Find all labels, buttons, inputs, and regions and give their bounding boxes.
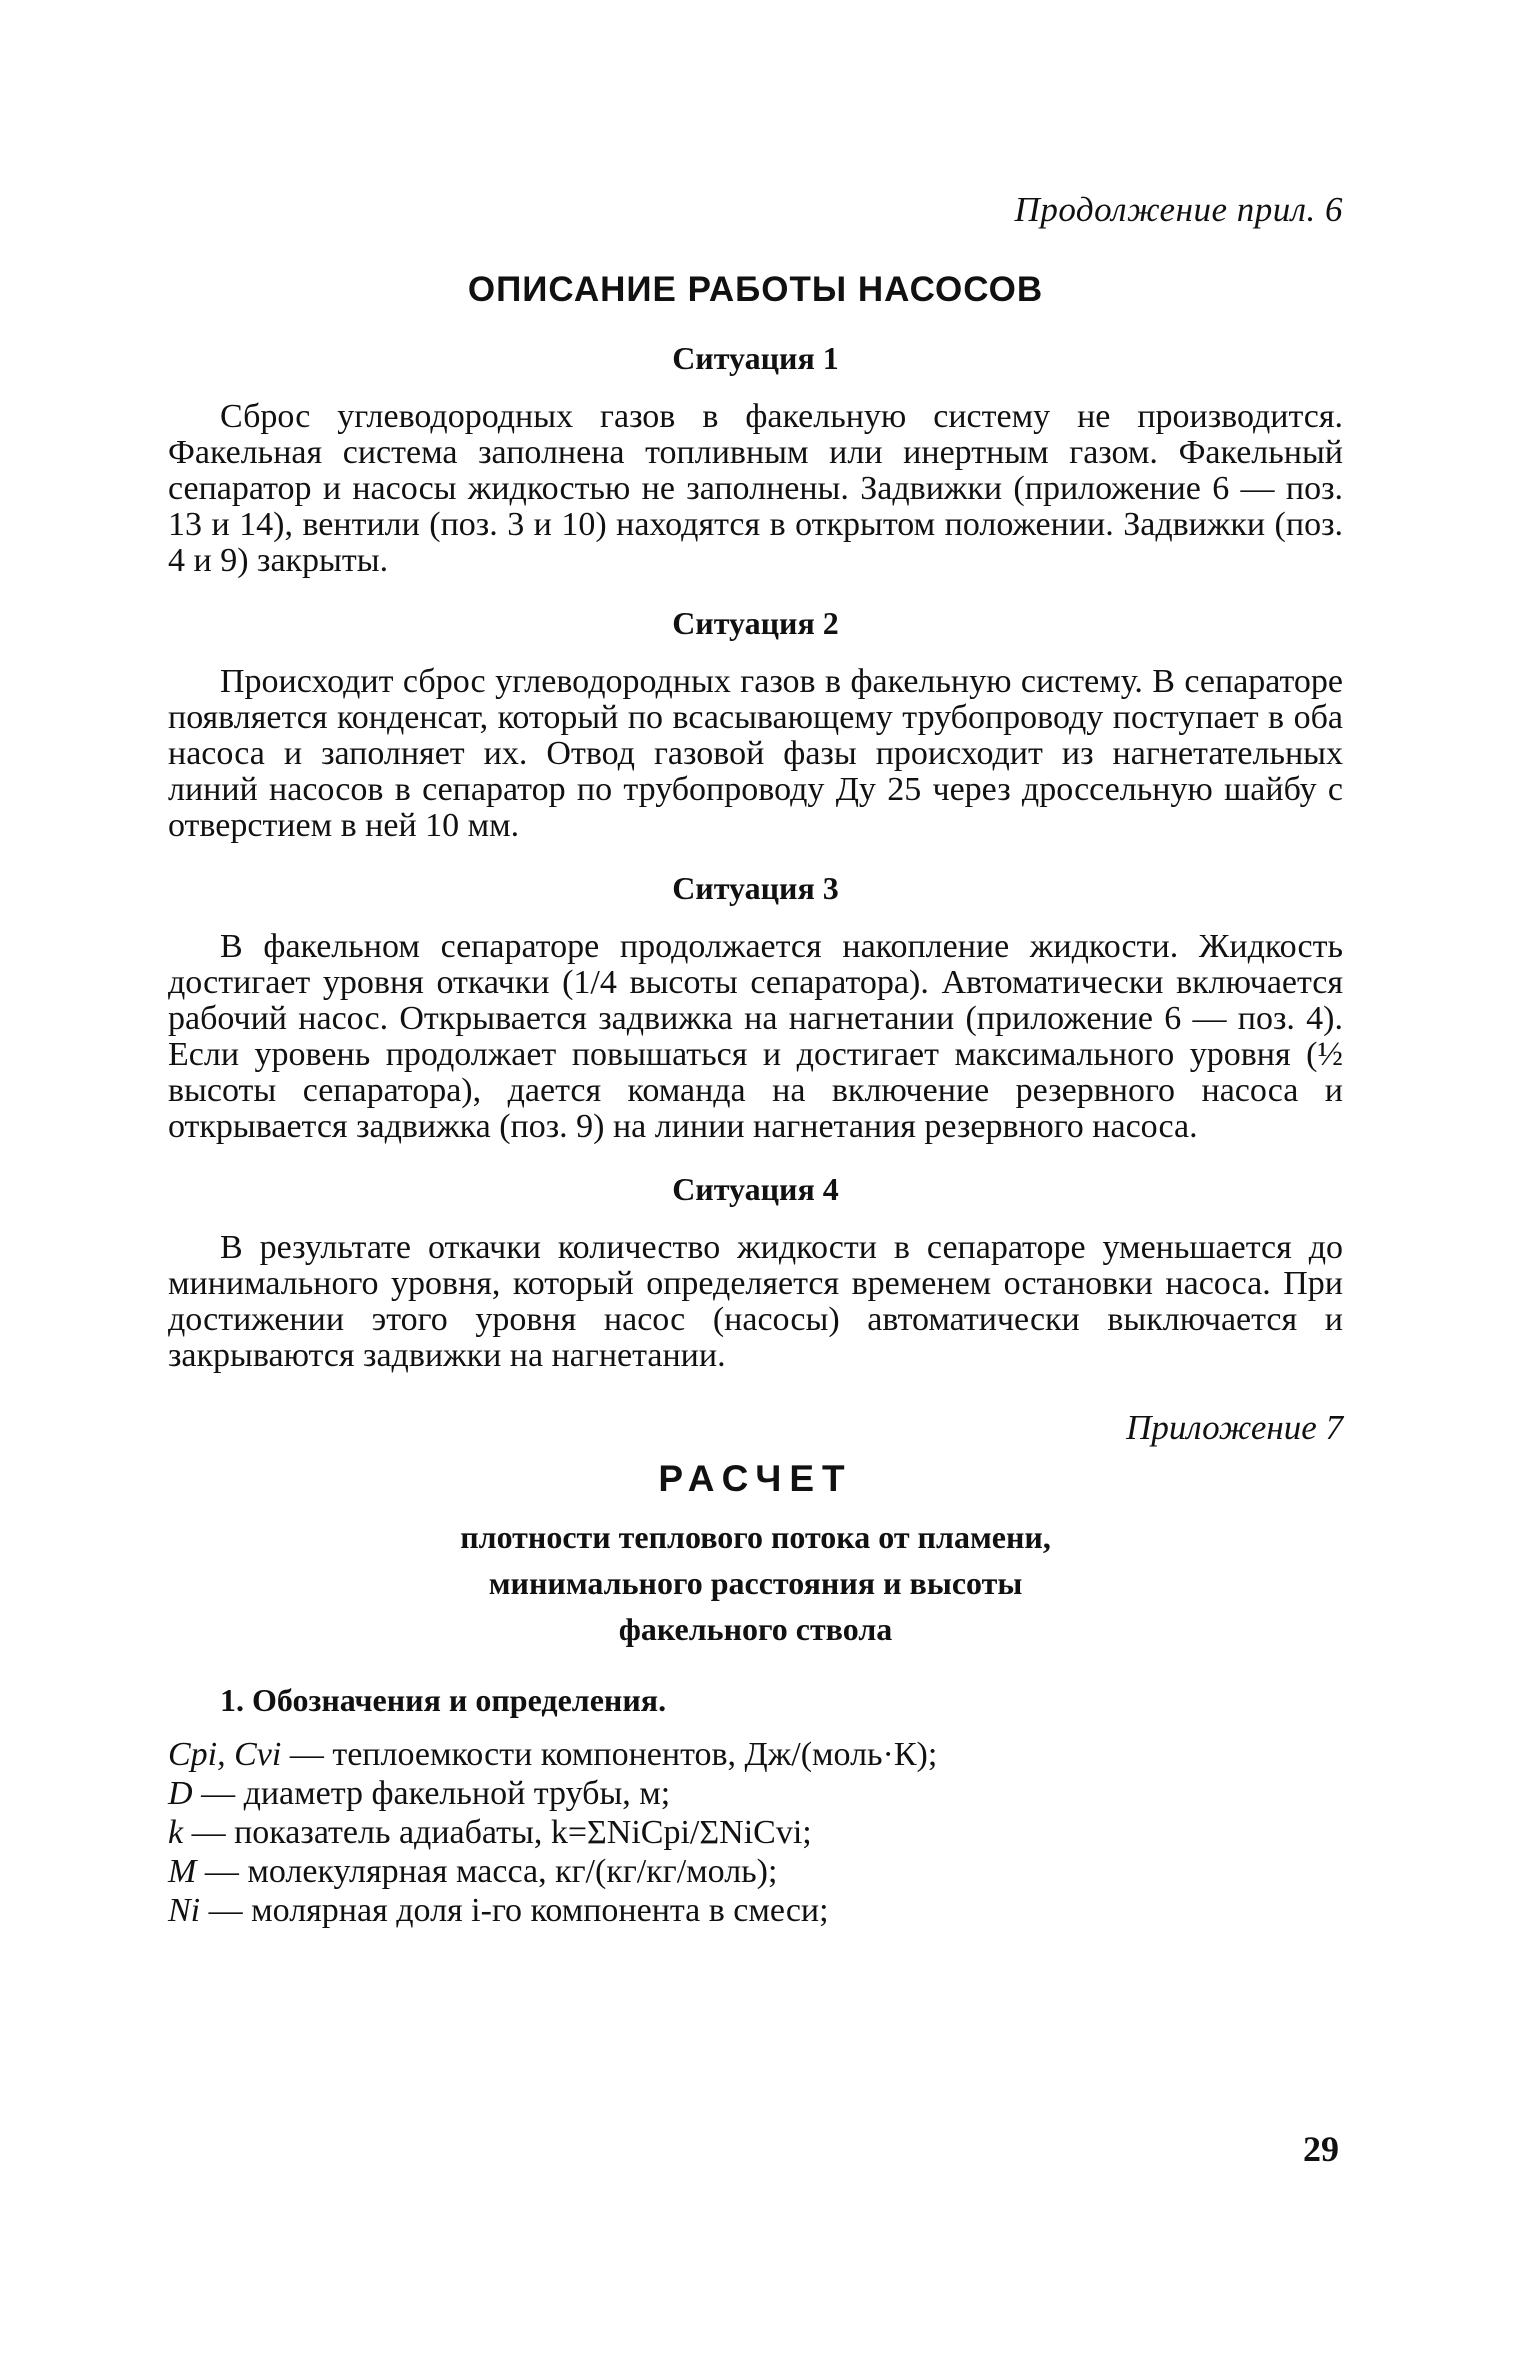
definition-symbol: D [168, 1775, 193, 1812]
definition-text: — теплоемкости компонентов, Дж/(моль·К); [281, 1736, 938, 1773]
situation-text: В факельном сепараторе продолжается накопление жидкости. Жидкость достигает уровня откачки (1/4 высоты сепаратора). Автоматически включается рабочий насос. Открывается задвижка на нагнетании (приложение 6 — поз. 4). Если уровень продолжает повышаться и достигает максимального уровня (½ высоты сепаратора), дается команда на включение резервного насоса и открывается задвижка (поз. 9) на линии нагнетания резервного насоса. [168, 928, 1343, 1145]
situation-block [168, 605, 1343, 844]
definition-symbol: M [168, 1853, 197, 1890]
sub-title-line: минимального расстояния и высоты [488, 1565, 1023, 1601]
situation-heading: Ситуация 2 [672, 605, 839, 641]
page-number: 29 [1303, 2129, 1339, 2169]
running-head: Продолжение прил. 6 [1014, 190, 1343, 229]
sub-title-line: плотности теплового потока от пламени, [460, 1519, 1051, 1555]
definition-item [168, 1852, 1343, 1891]
definition-text: — диаметр факельной трубы, м; [192, 1775, 671, 1812]
appendix-label: Приложение 7 [1126, 1408, 1343, 1447]
definition-text: — показатель адиабаты, k=ΣNiCpi/ΣNiCvi; [183, 1814, 812, 1851]
definition-symbol: Cpi, Cvi [168, 1736, 282, 1773]
definitions-list [168, 1735, 1343, 1930]
main-title: РАСЧЕТ [658, 1458, 853, 1499]
situation-text: Сброс углеводородных газов в факельную систему не производится. Факельная система заполнена топливным или инертным газом. Факельный сепаратор и насосы жидкостью не заполнены. Задвижки (приложение 6 — поз. 13 и 14), вентили (поз. 3 и 10) находятся в открытом положении. Задвижки (поз. 4 и 9) закрыты. [168, 398, 1343, 579]
document-page [168, 190, 1343, 1930]
list-heading: 1. Обозначения и определения. [220, 1682, 667, 1718]
definition-item [168, 1735, 1343, 1774]
situation-text: В результате откачки количество жидкости в сепараторе уменьшается до минимального уровня, который определяется временем остановки насоса. При достижении этого уровня насос (насосы) автоматически выключается и закрываются задвижки на нагнетании. [168, 1229, 1343, 1374]
section-title: ОПИСАНИЕ РАБОТЫ НАСОСОВ [467, 270, 1044, 309]
sub-title [168, 1514, 1343, 1652]
situation-heading: Ситуация 4 [672, 1171, 839, 1207]
definition-symbol: k [168, 1814, 184, 1851]
definition-symbol: Ni [168, 1892, 201, 1929]
situation-text: Происходит сброс углеводородных газов в факельную систему. В сепараторе появляется конденсат, который по всасывающему трубопроводу поступает в оба насоса и заполняет их. Отвод газовой фазы происходит из нагнетательных линий насосов в сепаратор по трубопроводу Ду 25 через дроссельную шайбу с отверстием в ней 10 мм. [168, 663, 1343, 844]
situation-heading: Ситуация 3 [672, 870, 839, 906]
definition-item [168, 1774, 1343, 1813]
definition-item [168, 1891, 1343, 1930]
situation-block [168, 1171, 1343, 1374]
definition-text: — молекулярная масса, кг/(кг/кг/моль); [196, 1853, 778, 1890]
definition-item [168, 1813, 1343, 1852]
sub-title-line: факельного ствола [618, 1611, 893, 1647]
situation-heading: Ситуация 1 [672, 340, 839, 376]
situation-block [168, 340, 1343, 579]
situation-block [168, 870, 1343, 1145]
definition-text: — молярная доля i-го компонента в смеси; [200, 1892, 829, 1929]
